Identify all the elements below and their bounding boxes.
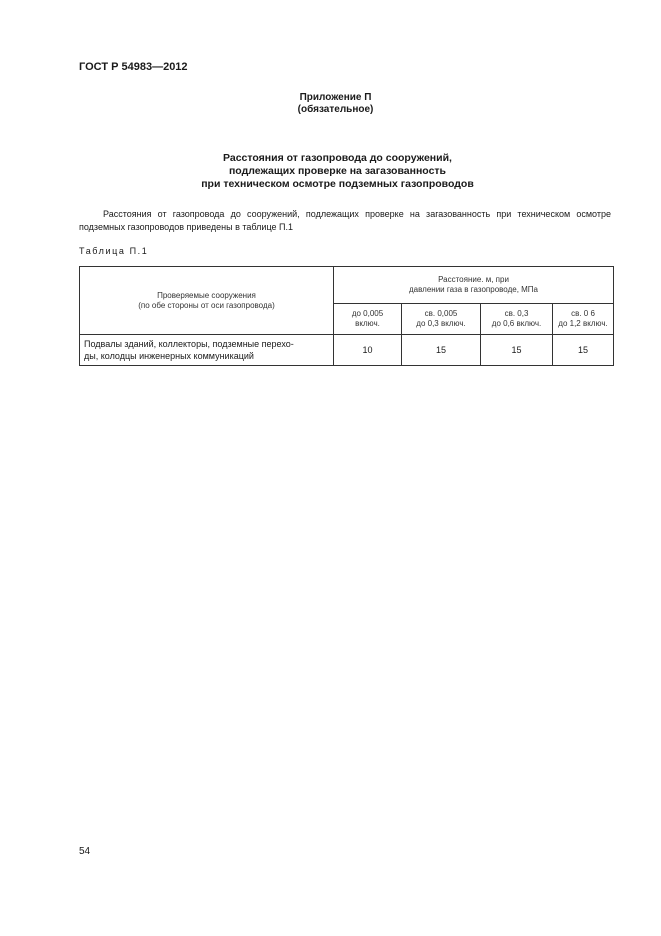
pressure-range-line: до 0,6 включ.	[491, 319, 542, 328]
pressure-range-line: св. 0,3	[504, 309, 529, 318]
pressure-range-line: до 1,2 включ.	[558, 319, 608, 328]
distance-value-cell: 15	[402, 335, 481, 366]
objects-header-line: (по обе стороны от оси газопровода)	[138, 300, 275, 310]
pressure-range-line: до 0,3 включ.	[416, 319, 466, 328]
pressure-range-line: включ.	[355, 319, 380, 328]
row-label-line: ды, колодцы инженерных коммуникаций	[84, 351, 254, 361]
pressure-range-line: св. 0 6	[571, 309, 595, 318]
page-number: 54	[79, 846, 91, 857]
objects-header-cell	[80, 267, 334, 335]
distance-value-cell: 15	[481, 335, 553, 366]
pressure-range-cell	[481, 304, 553, 335]
distance-value-cell: 10	[334, 335, 402, 366]
intro-paragraph: Расстояния от газопровода до сооружений, подлежащих проверке на загазованность при техническом осмотре подземных газопроводов приведены в таблице П.1	[79, 209, 611, 232]
title-line: Расстояния от газопровода до сооружений,	[223, 152, 452, 164]
appendix-status: (обязательное)	[297, 104, 374, 115]
distance-value-cell: 15	[553, 335, 614, 366]
title-line: подлежащих проверке на загазованность	[228, 165, 447, 177]
pressure-range-cell	[402, 304, 481, 335]
document-code: ГОСТ Р 54983—2012	[79, 61, 188, 73]
objects-header-line: Проверяемые сооружения	[157, 290, 256, 300]
pressure-range-cell	[553, 304, 614, 335]
distance-header-line: Расстояние. м, при	[438, 275, 509, 284]
row-label-line: Подвалы зданий, коллекторы, подземные перехо-	[84, 339, 294, 349]
section-title	[0, 152, 661, 191]
pressure-range-line: св. 0,005	[424, 309, 458, 318]
row-label-cell	[80, 335, 334, 366]
pressure-range-line: до 0,005	[351, 309, 384, 318]
title-line: при техническом осмотре подземных газопроводов	[201, 178, 474, 190]
distance-table	[79, 266, 614, 366]
appendix-label: Приложение П	[299, 92, 372, 103]
appendix-heading	[0, 92, 661, 116]
distance-header-cell	[334, 267, 614, 304]
table-header-row	[80, 267, 614, 304]
distance-header-line: давлении газа в газопроводе, МПа	[408, 285, 538, 294]
table-row	[80, 335, 614, 366]
table-caption: Таблица П.1	[79, 246, 149, 256]
pressure-range-cell	[334, 304, 402, 335]
